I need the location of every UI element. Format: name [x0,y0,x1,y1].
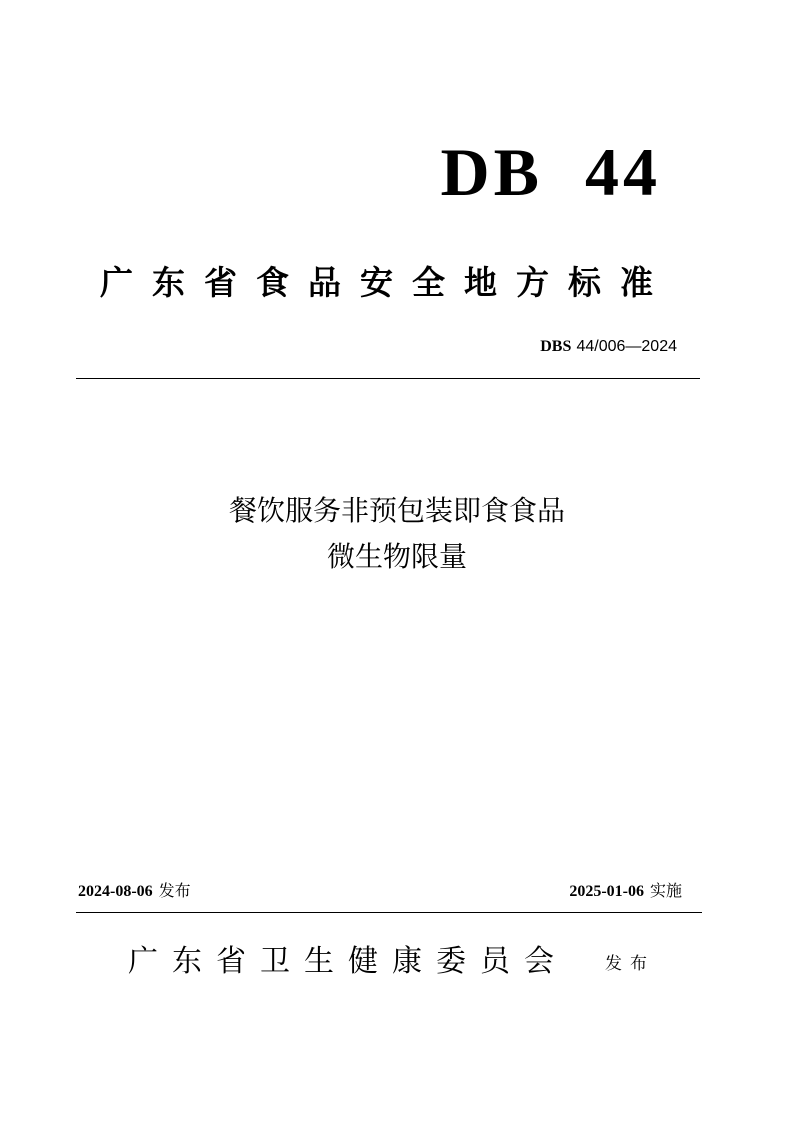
standard-number [540,338,677,355]
implementation-date [569,883,682,900]
issue-date-value: 2024-08-06 [78,883,153,900]
implementation-date-value: 2025-01-06 [569,883,644,900]
issue-date-label: 发布 [158,881,191,900]
document-title-line-1: 餐饮服务非预包装即食食品 [228,494,565,527]
issuing-action: 发布 [605,954,655,974]
standard-code: DB 44 [440,134,661,210]
standard-number-prefix: DBS [540,338,572,355]
issuing-authority: 广东省卫生健康委员会 [128,944,568,979]
document-title-line-2: 微生物限量 [326,540,467,573]
issue-date [78,883,191,900]
top-divider [76,378,700,379]
bottom-divider [76,912,702,913]
standard-number-value: 44/006—2024 [576,338,677,355]
implementation-date-label: 实施 [649,881,682,900]
document-title [0,488,794,580]
standard-type-heading: 广东省食品安全地方标准 [100,263,672,302]
